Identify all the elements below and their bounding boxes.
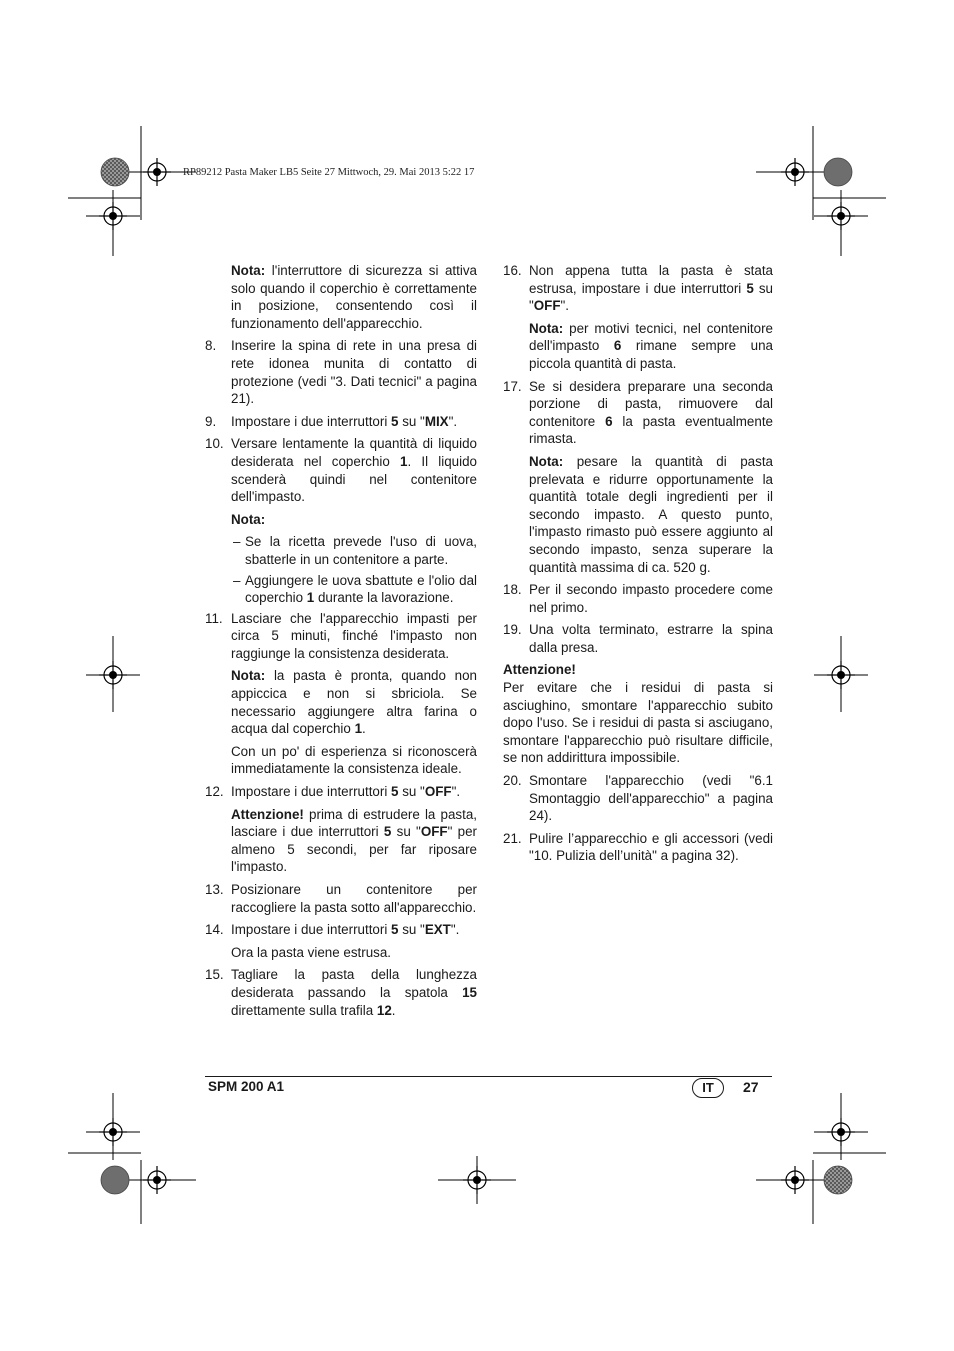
step-text: Inserire la spina di rete in una presa di rete idonea munita di contatto di protezione (vedi "3. Dati tecnici" a pagina 21). xyxy=(231,338,477,407)
step-text: Versare lentamente la quantità di liquido desiderata nel coperchio xyxy=(231,436,477,469)
note-label: Nota: xyxy=(529,320,564,336)
switch-ref: 5 xyxy=(391,922,399,938)
step-text: ". xyxy=(560,298,570,314)
note-text: l'interruttore di sicurezza si attiva solo quando il coperchio è correttamente in posizione, consentendo così il funzionamento dell'apparecchio. xyxy=(231,263,477,331)
attention-text: " per almeno 5 secondi, per far riposare l'impasto. xyxy=(231,824,478,875)
step-text: . xyxy=(391,1002,396,1018)
step-text: direttamente sulla trafila xyxy=(231,1002,377,1018)
switch-ref: 5 xyxy=(383,824,392,840)
step-text: Smontare l'apparecchio (vedi "6.1 Smontaggio dell'apparecchio" a pagina 24). xyxy=(529,773,773,824)
mode-ref: OFF xyxy=(424,784,452,800)
mode-ref: EXT xyxy=(424,922,451,938)
step-text: la pasta eventualmente rimasta. xyxy=(529,413,773,447)
step-number: 18. xyxy=(503,582,522,598)
step-number: 13. xyxy=(205,882,224,897)
step-15 xyxy=(205,966,477,1019)
switch-ref: 5 xyxy=(746,280,754,296)
mode-ref: OFF xyxy=(420,824,448,840)
switch-ref: 5 xyxy=(391,413,399,429)
step-11 xyxy=(205,610,477,663)
step-text: Posizionare un contenitore per raccogliere la pasta sotto all'apparecchio. xyxy=(231,882,477,915)
note-safety-switch xyxy=(205,262,477,332)
step-number: 9. xyxy=(205,413,217,429)
step-text: Impostare i due interruttori xyxy=(231,922,392,938)
part-ref: 6 xyxy=(613,338,622,354)
note-text: rimane sempre una piccola quantità di pasta. xyxy=(529,338,773,371)
part-ref: 12 xyxy=(376,1002,392,1018)
printer-slug: RP89212 Pasta Maker LB5 Seite 27 Mittwoch, 29. Mai 2013 5:22 17 xyxy=(183,167,475,178)
dash-mark: – xyxy=(233,572,241,588)
note-text: . xyxy=(362,721,366,737)
step-number: 15. xyxy=(205,967,224,983)
dash-text: Aggiungere le uova sbattute e l'olio dal coperchio xyxy=(245,572,477,606)
dash-text: durante la lavorazione. xyxy=(314,590,454,606)
step-13 xyxy=(205,881,477,916)
step-number: 21. xyxy=(503,830,522,846)
step-20 xyxy=(503,772,773,825)
note-label: Nota: xyxy=(231,263,266,278)
attention-text: su " xyxy=(391,824,421,840)
step-text: su " xyxy=(398,784,425,800)
page-number: 27 xyxy=(743,1079,759,1095)
step-number: 16. xyxy=(503,263,522,278)
right-column xyxy=(503,262,773,870)
mode-ref: OFF xyxy=(533,298,561,314)
note-pasta-ready xyxy=(205,667,477,737)
step-16 xyxy=(503,262,773,315)
attention-text: prima di estrudere la pasta, lasciare i due interruttori xyxy=(231,806,477,840)
dash-text: Se la ricetta prevede l'uso di uova, sbatterle in un contenitore a parte. xyxy=(245,534,477,567)
mode-ref: MIX xyxy=(424,413,449,429)
step-9 xyxy=(205,413,477,431)
step-12 xyxy=(205,783,477,801)
footer-rule xyxy=(205,1076,772,1077)
step-text: Pulire l’apparecchio e gli accessori (vedi "10. Pulizia dell’unità" a pagina 32). xyxy=(529,830,773,864)
step-text: Tagliare la pasta della lunghezza desiderata passando la spatola xyxy=(231,967,477,1000)
step-21 xyxy=(503,830,773,865)
note-text: per motivi tecnici, nel contenitore dell'impasto xyxy=(529,320,773,354)
note-second-batch xyxy=(503,453,773,576)
attention-heading: Attenzione! xyxy=(503,662,576,678)
step-number: 20. xyxy=(503,773,522,789)
step-text: Se si desidera preparare una seconda porzione di pasta, rimuovere dal contenitore xyxy=(529,378,773,429)
step-19 xyxy=(503,621,773,656)
step-8 xyxy=(205,337,477,407)
step-text: Non appena tutta la pasta è stata estrusa, impostare i due interruttori xyxy=(529,263,773,296)
note-label: Nota: xyxy=(529,453,564,469)
step-text: ". xyxy=(451,784,461,800)
step-text: su " xyxy=(529,280,773,314)
note-text: pesare la quantità di pasta prelevata e ridurre opportunamente la quantità totale degli ingredienti per il secondo impasto. A questo punto, l'impasto rimasto può essere aggiunto al secondo impasto, senza superare la quantità massima di ca. 520 g. xyxy=(529,453,773,575)
note-label: Nota: xyxy=(231,668,266,684)
step-text: ". xyxy=(450,922,460,938)
part-ref: 1 xyxy=(354,721,363,737)
step-18 xyxy=(503,581,773,616)
part-ref: 1 xyxy=(306,590,315,606)
part-ref: 1 xyxy=(400,453,408,469)
left-column xyxy=(205,262,477,1024)
step-text: ". xyxy=(448,413,458,429)
attention-rest xyxy=(205,806,477,876)
language-badge: IT xyxy=(692,1078,724,1098)
step-extra: Ora la pasta viene estrusa. xyxy=(231,944,392,960)
step-number: 17. xyxy=(503,378,522,394)
step-text: Una volta terminato, estrarre la spina dalla presa. xyxy=(529,622,773,655)
step-text: su " xyxy=(398,922,425,938)
part-ref: 15 xyxy=(462,984,477,1000)
dash-mark: – xyxy=(233,534,241,550)
step-text: Impostare i due interruttori xyxy=(231,784,392,800)
attention-label: Attenzione! xyxy=(231,806,304,822)
dash-item xyxy=(205,572,477,607)
step-text: Impostare i due interruttori xyxy=(231,413,392,429)
step-number: 8. xyxy=(205,338,217,354)
note-extra: Con un po' di esperienza si riconoscerà immediatamente la consistenza ideale. xyxy=(231,743,477,777)
note-residue xyxy=(503,320,773,373)
step-number: 19. xyxy=(503,622,522,638)
attention-paragraph: Per evitare che i residui di pasta si asciughino, smontare l'apparecchio subito dopo l'uso. Se i residui di pasta si asciugano, smontare l'apparecchio può risultare difficile, se non addirittura impossibile. xyxy=(503,680,773,766)
switch-ref: 5 xyxy=(391,784,399,800)
step-text: Per il secondo impasto procedere come nel primo. xyxy=(529,582,773,615)
step-number: 14. xyxy=(205,922,224,938)
model-number: SPM 200 A1 xyxy=(208,1079,285,1094)
step-14 xyxy=(205,921,477,939)
step-17 xyxy=(503,378,773,448)
dash-item xyxy=(205,533,477,568)
step-number: 11. xyxy=(205,610,223,626)
step-text: Lasciare che l'apparecchio impasti per circa 5 minuti, finché l'impasto non raggiunge la consistenza desiderata. xyxy=(231,610,477,661)
step-number: 10. xyxy=(205,436,224,452)
note-text: la pasta è pronta, quando non appiccica e non si sbriciola. Se necessario aggiungere altra farina o acqua dal coperchio xyxy=(231,668,477,737)
step-number: 12. xyxy=(205,784,224,800)
step-text: . Il liquido scenderà quindi nel contenitore dell'impasto. xyxy=(231,453,477,505)
part-ref: 6 xyxy=(605,413,613,429)
step-text: su " xyxy=(398,413,425,429)
note-label: Nota: xyxy=(231,511,266,527)
step-10 xyxy=(205,435,477,505)
